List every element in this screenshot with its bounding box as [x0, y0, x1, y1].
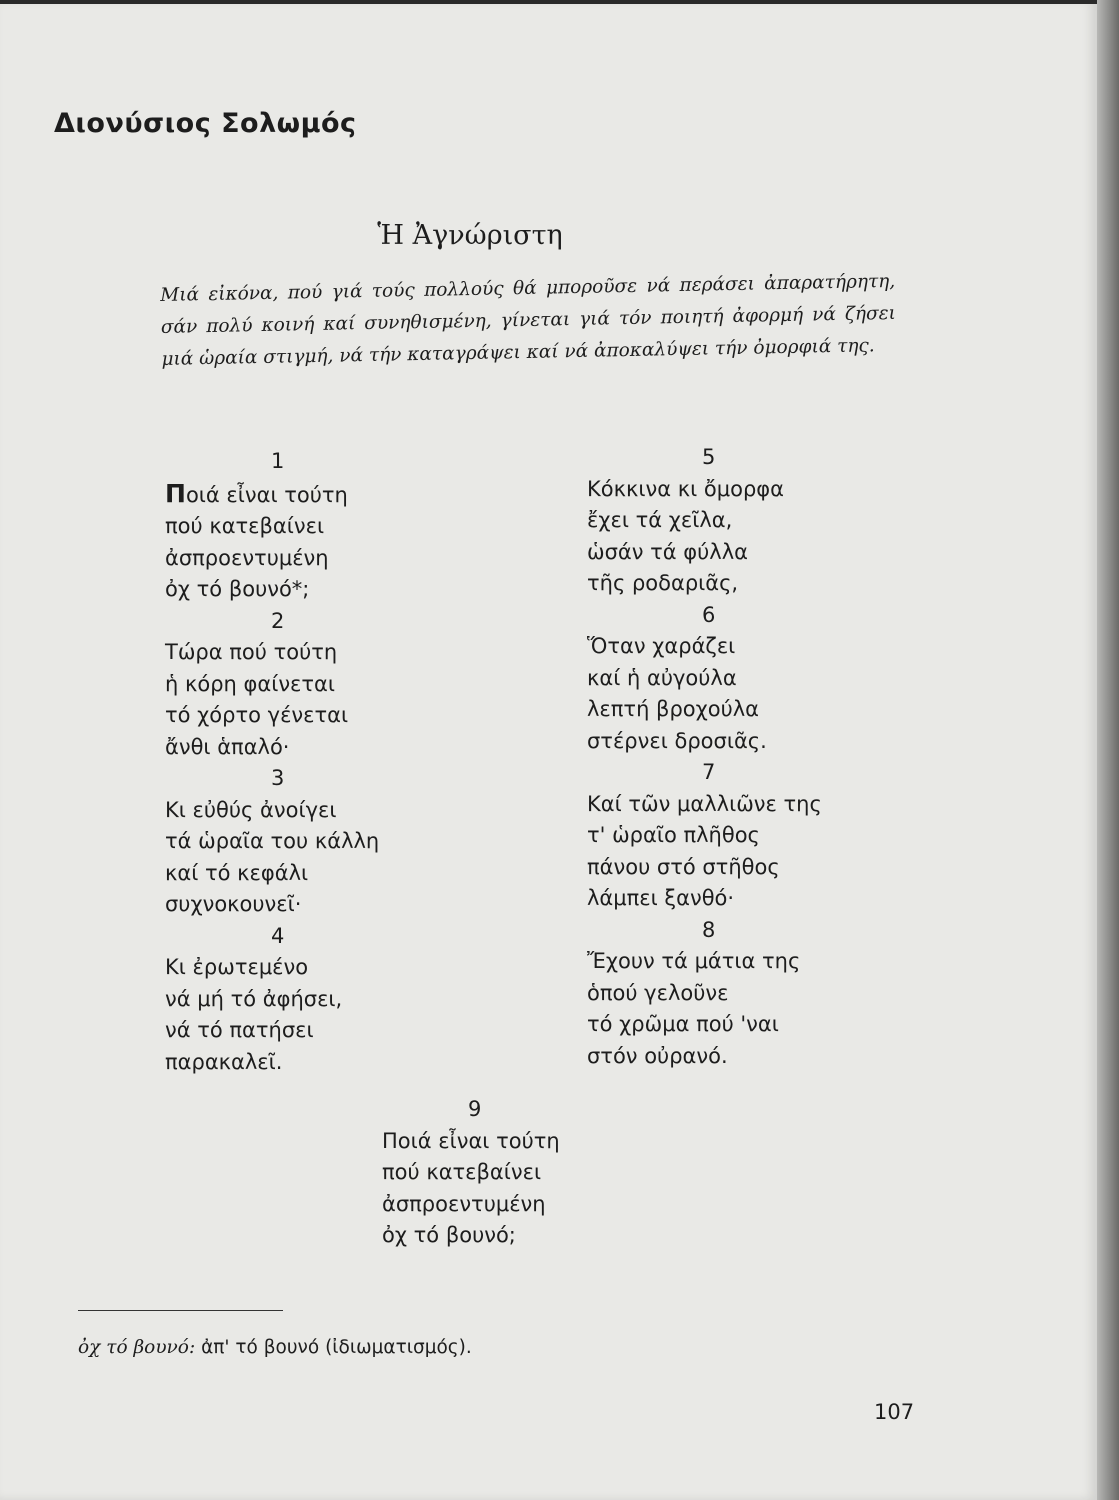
verse-line: ὀχ τό βουνό;: [382, 1223, 516, 1247]
stanza-1: [165, 446, 379, 606]
stanza-number: 9: [468, 1097, 482, 1121]
intro-paragraph: Μιά εἰκόνα, πού γιά τούς πολλούς θά μποροῦσε νά περάσει ἀπαρατήρητη, σάν πολύ κοινή καί συνηθισμένη, γίνεται γιά τόν ποιητή ἀφορμή νά ζήσει μιά ὡραία στιγμή, νά τήν καταγράψει καί νά ἀποκαλύψει τήν ὀμορφιά της.: [160, 270, 896, 370]
verse-line: τό χόρτο γένεται: [165, 703, 349, 727]
stanza-3: [165, 763, 379, 921]
stanza-6: [587, 600, 822, 758]
final-stanza: [382, 1094, 560, 1252]
verse-line: ὀχ τό βουνό*;: [165, 577, 310, 601]
verse-line: Ὅταν χαράζει: [587, 634, 736, 658]
verse-line: Ποιά εἶναι τούτη: [382, 1128, 560, 1153]
verse-line: τά ὡραῖα του κάλλη: [165, 829, 380, 853]
verse-line: λάμπει ξανθό·: [587, 886, 735, 910]
stanza-8: [587, 915, 822, 1073]
verse-line: ὁπού γελοῦνε: [587, 980, 729, 1005]
poem-title: Ἡ Ἀγνώριστη: [377, 220, 563, 251]
footnote: [78, 1337, 472, 1358]
verse-line: συχνοκουνεῖ·: [165, 892, 302, 916]
stanza-number: 8: [702, 917, 716, 942]
verse-line: λεπτή βροχούλα: [587, 697, 760, 721]
stanza-number: 1: [271, 449, 285, 473]
verse-line: ὡσάν τά φύλλα: [587, 539, 749, 564]
page-edge: [1097, 0, 1119, 1500]
footnote-term: ὀχ τό βουνό:: [78, 1337, 196, 1358]
verse-line: τό χρῶμα πού 'ναι: [587, 1012, 779, 1036]
verse-line: πάνου στό στῆθος: [587, 854, 780, 879]
drop-cap: Π: [165, 478, 186, 508]
verse-line: [165, 478, 379, 512]
verse-line: ἔχει τά χεῖλα,: [587, 508, 733, 532]
stanza-number: 6: [702, 602, 716, 627]
page-top-edge: [0, 0, 1097, 4]
stanza-number: 3: [271, 766, 285, 790]
verse-line: νά μή τό ἀφήσει,: [165, 986, 343, 1011]
stanza-7: [587, 757, 822, 915]
verse-line: ἡ κόρη φαίνεται: [165, 671, 335, 696]
author-heading: Διονύσιος Σολωμός: [54, 108, 357, 139]
verse-line: Κόκκινα κι ὄμορφα: [587, 476, 784, 501]
verse-line: στόν οὐρανό.: [587, 1043, 728, 1068]
verse-line: τ' ὡραῖο πλῆθος: [587, 823, 760, 847]
verse-line: ἄνθι ἁπαλό·: [165, 734, 290, 759]
verse-line-rest: οιά εἶναι τούτη: [185, 482, 348, 507]
verse-line: Κι ἐρωτεμένο: [165, 955, 309, 979]
footnote-divider: [78, 1310, 283, 1311]
stanza-number: 4: [271, 923, 285, 948]
verse-line: τῆς ροδαριᾶς,: [587, 571, 739, 595]
verse-line: Καί τῶν μαλλιῶνε της: [587, 791, 822, 816]
stanza-4: [165, 921, 379, 1079]
verse-line: ἀσπροεντυμένη: [165, 545, 329, 570]
verse-line: Ἔχουν τά μάτια της: [587, 949, 801, 973]
verse-line: Κι εὐθύς ἀνοίγει: [165, 797, 337, 822]
right-column: [587, 442, 822, 1072]
stanza-number: 5: [702, 445, 716, 469]
stanza-2: [165, 606, 379, 764]
footnote-explanation: ἀπ' τό βουνό (ἰδιωματισμός).: [201, 1337, 472, 1358]
page-number: 107: [874, 1400, 915, 1424]
verse-line: καί τό κεφάλι: [165, 860, 309, 885]
verse-line: καί ἡ αὐγούλα: [587, 665, 737, 690]
verse-line: πού κατεβαίνει: [165, 514, 325, 538]
verse-line: πού κατεβαίνει: [382, 1160, 542, 1184]
stanza-5: [587, 442, 822, 600]
verse-line: ἀσπροεντυμένη: [382, 1191, 546, 1216]
left-column: [165, 446, 379, 1078]
verse-line: νά τό πατήσει: [165, 1018, 314, 1042]
verse-line: στέρνει δροσιᾶς.: [587, 728, 767, 753]
stanza-number: 7: [702, 760, 716, 784]
verse-line: Τώρα πού τούτη: [165, 640, 338, 664]
verse-line: παρακαλεῖ.: [165, 1049, 283, 1074]
stanza-number: 2: [271, 608, 285, 633]
